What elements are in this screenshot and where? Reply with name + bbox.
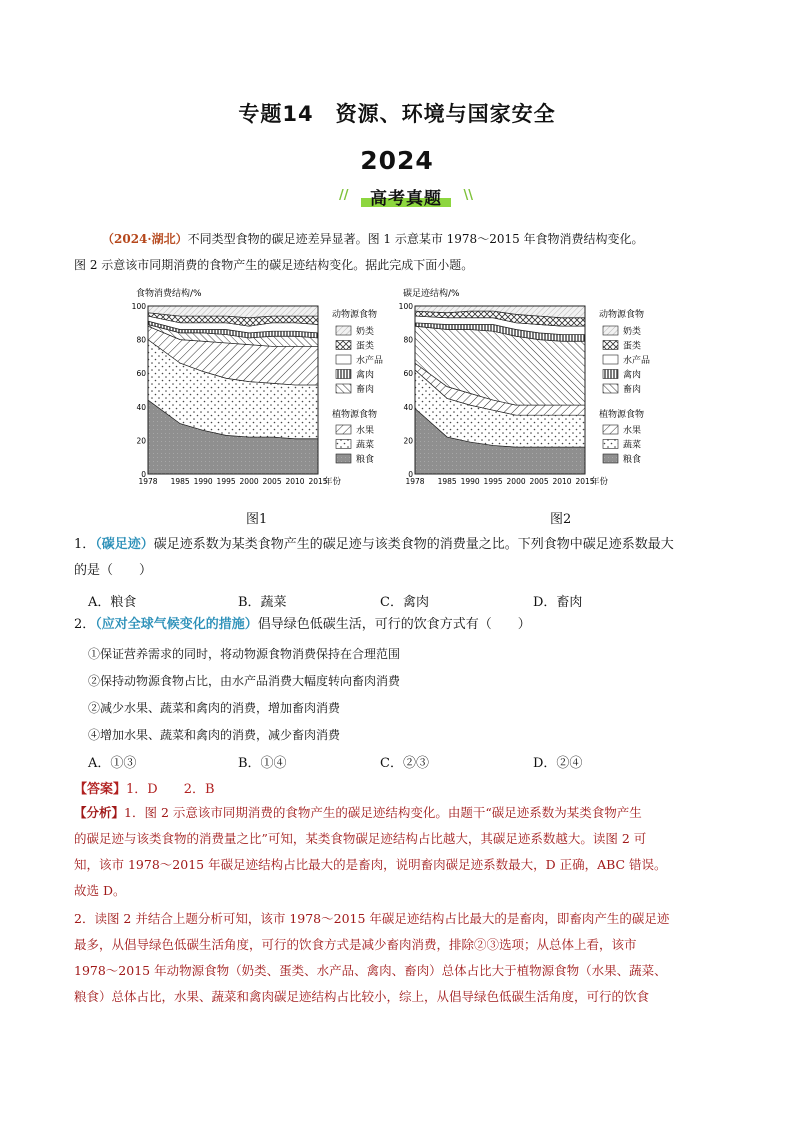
y-tick-label: 20: [136, 436, 146, 446]
y-tick-label: 80: [403, 335, 413, 345]
year-heading: 2024: [360, 146, 434, 175]
answer-line: [74, 778, 215, 797]
figure-1-caption: 图1: [246, 512, 268, 527]
x-tick-label: 2005: [529, 477, 549, 486]
q1-number: 1．: [74, 537, 96, 552]
x-tick-label: 1995: [483, 477, 503, 486]
legend-swatch: [336, 425, 351, 434]
legend-animal-heading: 动物源食物: [599, 310, 645, 320]
section-banner: [339, 184, 473, 208]
intro-line-1: 不同类型食物的碳足迹差异显著。图 1 示意某市 1978～2015 年食物消费结构变化。: [187, 232, 644, 246]
q2-stem: 倡导绿色低碳生活，可行的饮食方式有（ ）: [257, 617, 531, 632]
legend-animal-heading: 动物源食物: [332, 310, 378, 320]
x-tick-label: 1978: [405, 477, 425, 486]
intro-line-2: 图 2 示意该市同期消费的食物产生的碳足迹结构变化。据此完成下面小题。: [74, 258, 474, 272]
page-title: 专题14 资源、环境与国家安全: [238, 102, 556, 126]
analysis-label: 【分析】: [74, 805, 125, 820]
legend-label: 水产品: [356, 356, 384, 366]
q2-tag: （应对全球气候变化的措施）: [95, 617, 258, 632]
answer-label: 【答案】: [74, 782, 127, 797]
legend-swatch: [603, 370, 618, 379]
legend-label: 蔬菜: [623, 440, 642, 451]
legend-swatch: [336, 370, 351, 379]
q2-statement-4: ④增加水果、蔬菜和禽肉的消费，减少畜肉消费: [88, 728, 341, 742]
x-axis-label: 年份: [591, 477, 609, 487]
q1-option-b[interactable]: B．蔬菜: [238, 595, 287, 610]
q1-line-1: 碳足迹系数为某类食物产生的碳足迹与该类食物的消费量之比。下列食物中碳足迹系数最大: [153, 537, 674, 552]
x-tick-label: 1985: [437, 477, 457, 486]
x-tick-label: 1985: [170, 477, 190, 486]
x-tick-label: 2010: [285, 477, 305, 486]
x-tick-label: 2005: [262, 477, 282, 486]
y-tick-label: 100: [131, 302, 146, 311]
legend-plant-heading: 植物源食物: [599, 410, 645, 420]
legend-swatch: [336, 341, 351, 350]
legend-label: 水产品: [623, 356, 651, 366]
legend-label: 粮食: [356, 455, 375, 465]
analysis-p2-line: 粮食）总体占比，水果、蔬菜和禽肉碳足迹结构占比较小，综上，从倡导绿色低碳生活角度，可行的饮食: [74, 989, 650, 1004]
y-tick-label: 40: [136, 402, 146, 412]
x-tick-label: 1995: [216, 477, 236, 486]
legend-swatch: [336, 355, 351, 364]
analysis-p1-line: 的碳足迹与该类食物的消费量之比”可知，某类食物碳足迹结构占比越大，其碳足迹系数越大。读图 2 可: [74, 831, 647, 846]
legend-label: 奶类: [356, 327, 375, 337]
legend-swatch: [336, 454, 351, 463]
x-tick-label: 2000: [506, 477, 526, 486]
figure-1-chart: [131, 284, 401, 496]
y-tick-label: 60: [136, 369, 146, 379]
q2-option-c[interactable]: C．②③: [380, 756, 429, 771]
y-tick-label: 0: [141, 470, 146, 479]
legend-label: 蛋类: [623, 341, 642, 352]
legend-label: 水果: [356, 426, 375, 436]
x-tick-label: 2015: [308, 477, 328, 486]
x-tick-label: 1990: [193, 477, 213, 486]
y-tick-label: 100: [398, 302, 413, 311]
q2-number: 2．: [74, 617, 96, 632]
y-tick-label: 20: [403, 436, 413, 446]
analysis-p2-line: 1978～2015 年动物源食物（奶类、蛋类、水产品、禽肉、畜肉）总体占比大于植物源食物（水果、蔬菜、: [74, 963, 667, 978]
q2-statement-1: ①保证营养需求的同时，将动物源食物消费保持在合理范围: [88, 647, 401, 661]
legend-label: 奶类: [623, 327, 642, 337]
q2-statement-2: ②保持动物源食物占比，由水产品消费大幅度转向畜肉消费: [88, 674, 401, 688]
legend-swatch: [336, 384, 351, 393]
figure-2-caption: 图2: [550, 512, 572, 527]
y-axis-label: 碳足迹结构/%: [403, 289, 460, 299]
x-tick-label: 2000: [239, 477, 259, 486]
y-tick-label: 80: [136, 335, 146, 345]
analysis-p2-line: 最多，从倡导绿色低碳生活角度，可行的饮食方式是减少畜肉消费，排除②③选项；从总体上看，该市: [74, 937, 637, 952]
x-tick-label: 2015: [575, 477, 595, 486]
q1-option-d[interactable]: D．畜肉: [533, 595, 583, 610]
analysis-paragraph-1: [74, 800, 722, 904]
analysis-p1-line: 故选 D。: [74, 883, 126, 898]
y-tick-label: 40: [403, 402, 413, 412]
legend-swatch: [603, 326, 618, 335]
legend-swatch: [336, 326, 351, 335]
q2-option-a[interactable]: A．①③: [88, 756, 137, 771]
legend-label: 禽肉: [623, 370, 642, 381]
x-tick-label: 1990: [460, 477, 480, 486]
source-tag: （2024·湖北）: [102, 232, 188, 246]
legend-swatch: [603, 384, 618, 393]
question-intro: [74, 226, 734, 278]
slash-decoration-icon: //: [339, 188, 349, 203]
legend-label: 蔬菜: [356, 440, 375, 451]
q1-line-2: 的是（ ）: [74, 563, 153, 578]
legend-swatch: [336, 440, 351, 449]
analysis-paragraph-2: [74, 906, 722, 1010]
legend-label: 粮食: [623, 455, 642, 465]
legend-swatch: [603, 341, 618, 350]
y-axis-label: 食物消费结构/%: [136, 289, 202, 299]
legend-plant-heading: 植物源食物: [332, 410, 378, 420]
y-tick-label: 60: [403, 369, 413, 379]
legend-label: 水果: [623, 426, 642, 436]
banner-label: 高考真题: [370, 189, 442, 209]
q1-option-c[interactable]: C．禽肉: [380, 595, 429, 610]
answer-text: 1．D 2．B: [126, 782, 215, 797]
analysis-p1-line: 1．图 2 示意该市同期消费的食物产生的碳足迹结构变化。由题干“碳足迹系数为某类食物产生: [124, 805, 642, 820]
q2-option-b[interactable]: B．①④: [238, 756, 287, 771]
x-tick-label: 1978: [138, 477, 158, 486]
q1-option-a[interactable]: A．粮食: [88, 595, 137, 610]
legend-label: 畜肉: [623, 385, 642, 395]
question-1: [74, 532, 674, 584]
x-tick-label: 2010: [552, 477, 572, 486]
legend-swatch: [603, 425, 618, 434]
question-2: [74, 612, 531, 638]
legend-swatch: [603, 355, 618, 364]
y-tick-label: 0: [408, 470, 413, 479]
slash-decoration-icon: \\: [463, 188, 473, 203]
legend-swatch: [603, 440, 618, 449]
legend-label: 蛋类: [356, 341, 375, 352]
q1-tag: （碳足迹）: [95, 537, 154, 552]
analysis-p1-line: 知，该市 1978～2015 年碳足迹结构占比最大的是畜肉，说明畜肉碳足迹系数最大，D 正确，ABC 错误。: [74, 857, 667, 872]
q2-statement-3: ②减少水果、蔬菜和禽肉的消费，增加畜肉消费: [88, 701, 341, 715]
q2-option-d[interactable]: D．②④: [533, 756, 583, 771]
legend-label: 畜肉: [356, 385, 375, 395]
analysis-p2-line: 2．读图 2 并结合上题分析可知，该市 1978～2015 年碳足迹结构占比最大的是畜肉，即畜肉产生的碳足迹: [74, 911, 670, 926]
x-axis-label: 年份: [324, 477, 342, 487]
legend-swatch: [603, 454, 618, 463]
legend-label: 禽肉: [356, 370, 375, 381]
figure-2-chart: [398, 284, 668, 496]
